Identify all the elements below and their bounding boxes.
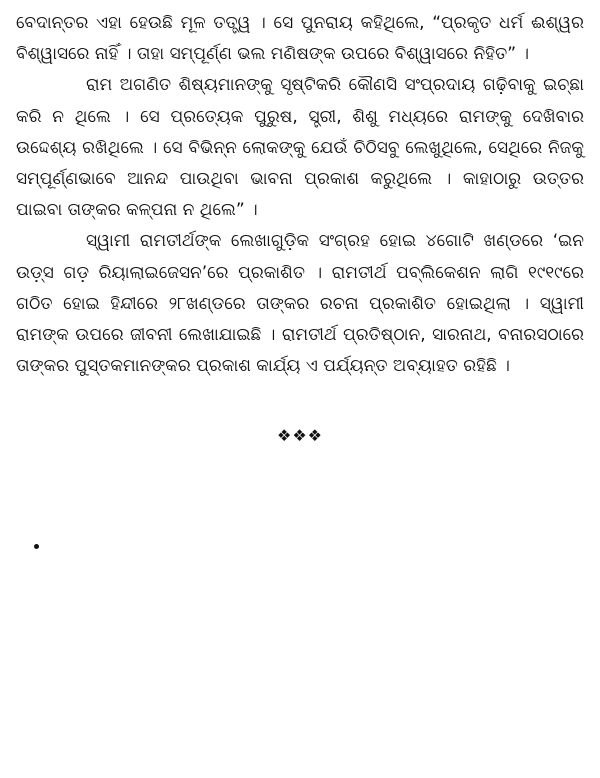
- section-divider: ❖❖❖: [276, 426, 324, 445]
- paragraph-3: ସ୍ୱାମୀ ରାମତୀର୍ଥଙ୍କ ଲେଖାଗୁଡ଼ିକ ସଂଗ୍ରହ ହୋଇ ୪ଗୋଟି ଖଣ୍ଡରେ ‘ଇନ ଉଡ଼୍ସ ଗଡ଼ ରିୟାଲାଇଜେସନ’ରେ ପ୍ରକାଶିତ । ରାମତୀର୍ଥ ପବ୍ଲିକେଶନ ଲାଗି ୧୯୧୯ରେ ଗଠିତ ହୋଇ ହିନ୍ଦୀରେ ୨୮ଖଣ୍ଡରେ ତାଙ୍କର ରଚନା ପ୍ରକାଶିତ ହୋଇଥିଲା । ସ୍ୱାମୀ ରାମଙ୍କ ଉପରେ ଜୀବନୀ ଲେଖାଯାଇଛି । ରାମତୀର୍ଥ ପ୍ରତିଷ୍ଠାନ, ସାରନାଥ, ବନାରସଠାରେ ତାଙ୍କର ପୁସ୍ତକମାନଙ୍କର ପ୍ରକାଶ କାର୍ଯ୍ୟ ଏ ପର୍ଯ୍ୟନ୍ତ ଅବ୍ୟାହତ ରହିଛି ।: [16, 231, 584, 377]
- ink-speck: [34, 544, 39, 549]
- paragraph-2: ରାମ ଅଗଣିତ ଶିଷ୍ୟମାନଙ୍କୁ ସୃଷ୍ଟିକରି କୌଣସି ସଂପ୍ରଦାୟ ଗଢ଼ିବାକୁ ଇଚ୍ଛା କରି ନ ଥିଲେ । ସେ ପ୍ରତ୍ୟେକ ପୁରୁଷ, ସ୍ତ୍ରୀ, ଶିଶୁ ମଧ୍ୟରେ ରାମଙ୍କୁ ଦେଖିବାର ଉଦ୍ଦେଶ୍ୟ ରଖିଥିଲେ । ସେ ବିଭିନ୍ନ ଲୋକଙ୍କୁ ଯେଉଁ ଚିଠିସବୁ ଲେଖୁଥିଲେ, ସେଥିରେ ନିଜକୁ ସମ୍ପୂର୍ଣ୍ଣଭାବେ ଆନନ୍ଦ ପାଉଥିବା ଭାବନା ପ୍ରକାଶ କରୁଥିଲେ । କାହାଠାରୁ ଉତ୍ତର ପାଇବା ତାଙ୍କର କଳ୍ପନା ନ ଥିଲେ” ।: [16, 75, 584, 221]
- body-text: [16, 8, 584, 382]
- paragraph-1: ବେଦାନ୍ତର ଏହା ହେଉଛି ମୂଳ ତତ୍ତ୍ୱ । ସେ ପୁନରାୟ କହିଥିଲେ, “ପ୍ରକୃତ ଧର୍ମ ଈଶ୍ୱର ବିଶ୍ୱାସରେ ନାହିଁ । ତାହା ସମ୍ପୂର୍ଣ୍ଣ ଭଲ ମଣିଷଙ୍କ ଉପରେ ବିଶ୍ୱାସରେ ନିହିତ” ।: [16, 13, 584, 65]
